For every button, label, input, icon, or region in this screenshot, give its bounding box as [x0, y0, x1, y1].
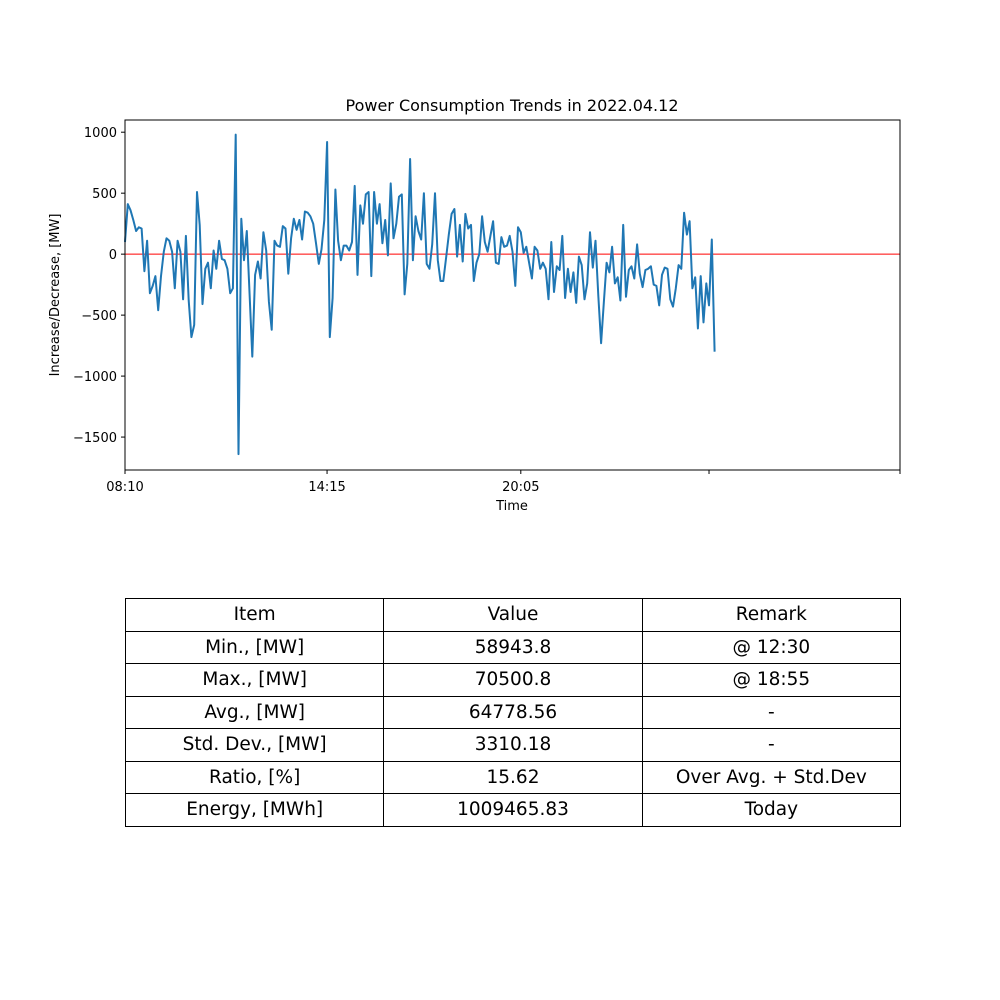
table-header-cell: Value	[384, 599, 642, 632]
table-row	[126, 664, 901, 697]
y-tick-label: 0	[108, 248, 117, 264]
table-cell: 15.62	[384, 761, 642, 794]
table-cell: 3310.18	[384, 729, 642, 762]
table-row	[126, 761, 901, 794]
chart-title: Power Consumption Trends in 2022.04.12	[345, 96, 679, 115]
table-cell: Over Avg. + Std.Dev	[642, 761, 900, 794]
table-header-cell: Item	[126, 599, 384, 632]
x-tick-label: 14:15	[308, 480, 346, 495]
y-tick-label: −1000	[73, 370, 117, 386]
x-tick-label: 20:05	[502, 480, 540, 495]
y-tick-label: 500	[92, 187, 117, 203]
table-cell: -	[642, 696, 900, 729]
table-cell: Min., [MW]	[126, 631, 384, 664]
series-line	[125, 135, 715, 455]
table-cell: Ratio, [%]	[126, 761, 384, 794]
x-axis-label: Time	[496, 499, 528, 514]
table-cell: 1009465.83	[384, 794, 642, 827]
y-tick-label: 1000	[83, 126, 117, 142]
table-cell: Max., [MW]	[126, 664, 384, 697]
x-axis-ticks	[106, 470, 900, 495]
y-tick-label: −1500	[73, 431, 117, 447]
y-tick-label: −500	[81, 309, 117, 325]
table-header-row	[126, 599, 901, 632]
table-cell: @ 12:30	[642, 631, 900, 664]
x-tick-label: 08:10	[106, 480, 144, 495]
table-cell: 70500.8	[384, 664, 642, 697]
statistics-table	[125, 598, 901, 827]
table-cell: 64778.56	[384, 696, 642, 729]
table-row	[126, 729, 901, 762]
table-header-cell: Remark	[642, 599, 900, 632]
table-cell: -	[642, 729, 900, 762]
table-cell: Today	[642, 794, 900, 827]
y-axis-ticks	[73, 126, 125, 446]
table-cell: 58943.8	[384, 631, 642, 664]
table-cell: Avg., [MW]	[126, 696, 384, 729]
y-axis-label: Increase/Decrease, [MW]	[48, 213, 63, 377]
table-row	[126, 696, 901, 729]
table-row	[126, 631, 901, 664]
table-row	[126, 794, 901, 827]
table-cell: Std. Dev., [MW]	[126, 729, 384, 762]
table-cell: Energy, [MWh]	[126, 794, 384, 827]
table-cell: @ 18:55	[642, 664, 900, 697]
